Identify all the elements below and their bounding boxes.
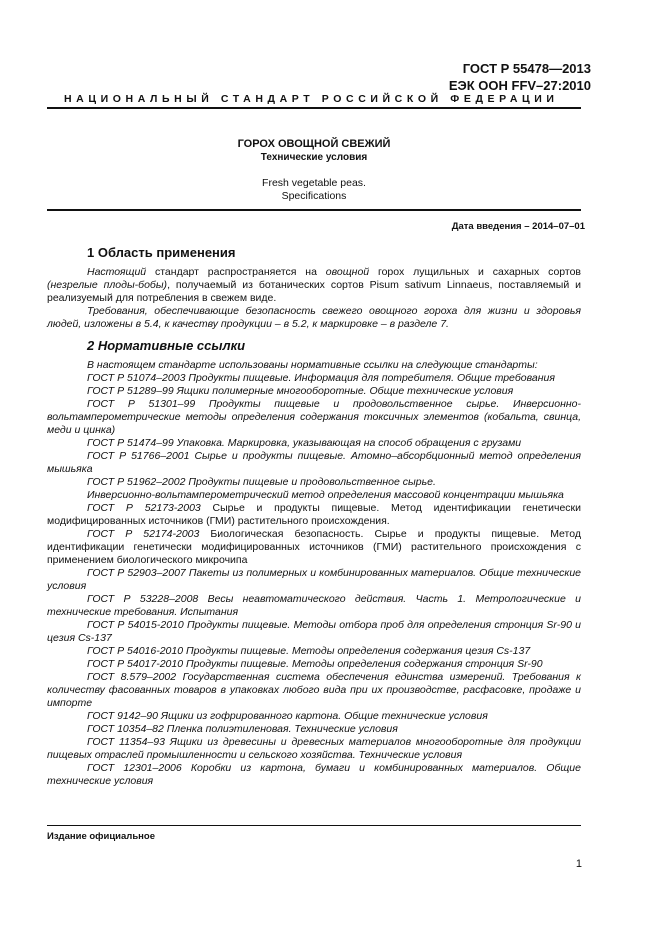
reference-item: ГОСТ Р 51962–2002 Продукты пищевые и продовольственное сырье.: [87, 476, 436, 488]
header-rule: [47, 107, 581, 109]
reference-item: ГОСТ Р 51289–99 Ящики полимерные многооборотные. Общие технические условия: [87, 385, 514, 397]
title-rule: [47, 209, 581, 211]
scope-text-e: (незрелые плоды-бобы): [47, 279, 168, 291]
section-1-heading: 1 Область применения: [87, 245, 236, 260]
scope-paragraph: [47, 266, 581, 305]
title-en: Fresh vegetable peas.: [262, 177, 366, 189]
national-standard-banner: НАЦИОНАЛЬНЫЙ СТАНДАРТ РОССИЙСКОЙ ФЕДЕРАЦИИ: [64, 93, 559, 105]
section-2-heading: 2 Нормативные ссылки: [87, 338, 246, 353]
reference-item: ГОСТ 12301–2006 Коробки из картона, бумаги и комбинированных материалов. Общие технические условия: [47, 762, 581, 787]
reference-item: ГОСТ 10354–82 Пленка полиэтиленовая. Технические условия: [87, 723, 398, 735]
reference-item: ГОСТ 11354–93 Ящики из древесины и древесных материалов многооборотные для продукции пищевых отраслей промышленности и сельского хозяйства. Технические условия: [47, 736, 581, 761]
reference-item: ГОСТ Р 51766–2001 Сырье и продукты пищевые. Атомно–абсорбционный метод определения мышьяка: [47, 450, 581, 475]
normative-references-list: [47, 359, 581, 788]
reference-item: ГОСТ Р 54017-2010 Продукты пищевые. Методы определения содержания стронция Sr-90: [87, 658, 543, 670]
reference-code: ГОСТ Р 52174-2003: [87, 528, 200, 540]
reference-title: Сырье и продукты пищевые. Метод идентификации генетически модифицированных источников (ГМИ) растительного происхождения.: [47, 502, 581, 527]
reference-item: Инверсионно-вольтамперометрический метод определения массовой концентрации мышьяка: [87, 489, 564, 501]
section-1-body: [47, 266, 581, 331]
subtitle-en: Specifications: [281, 190, 347, 202]
intro-date: Дата введения – 2014–07–01: [451, 221, 585, 232]
reference-item: ГОСТ Р 51074–2003 Продукты пищевые. Информация для потребителя. Общие требования: [87, 372, 555, 384]
reference-item: [47, 502, 581, 528]
reference-item: ГОСТ 9142–90 Ящики из гофрированного картона. Общие технические условия: [87, 710, 488, 722]
reference-item: ГОСТ Р 54016-2010 Продукты пищевые. Методы определения содержания цезия Cs-137: [87, 645, 531, 657]
subtitle-ru: Технические условия: [260, 152, 368, 163]
reference-item: ГОСТ Р 52903–2007 Пакеты из полимерных и комбинированных материалов. Общие технические условия: [47, 567, 581, 592]
title-ru: ГОРОХ ОВОЩНОЙ СВЕЖИЙ: [237, 138, 391, 150]
footer-rule: [47, 825, 581, 826]
reference-item: ГОСТ Р 54015-2010 Продукты пищевые. Методы отбора проб для определения стронция Sr-90 и цезия Cs-137: [47, 619, 581, 644]
reference-item: [47, 528, 581, 567]
reference-item: ГОСТ Р 51474–99 Упаковка. Маркировка, указывающая на способ обращения с грузами: [87, 437, 522, 449]
scope-text-a: Настоящий: [87, 266, 147, 278]
scope-text-b: стандарт распространяется на: [146, 266, 326, 278]
standard-code: ГОСТ Р 55478—2013: [462, 61, 591, 76]
reference-item: ГОСТ Р 51301–99 Продукты пищевые и продовольственное сырье. Инверсионно-вольтамперометрические методы определения содержания токсичных элементов (кобальта, свинца, меди и цинка): [47, 398, 581, 436]
reference-item: ГОСТ 8.579–2002 Государственная система обеспечения единства измерений. Требования к количеству фасованных товаров в упаковках любого вида при их производстве, расфасовке, продаже и импорте: [47, 671, 581, 709]
reference-item: ГОСТ Р 53228–2008 Весы неавтоматического действия. Часть 1. Метрологические и технические требования. Испытания: [47, 593, 581, 618]
requirements-paragraph: Требования, обеспечивающие безопасность свежего овощного гороха для жизни и здоровья людей, изложены в 5.4, к качеству продукции – в 5.2, к маркировке – в разделе 7.: [47, 305, 581, 330]
reference-code: ГОСТ Р 52173-2003: [87, 502, 201, 514]
reference-title: Биологическая безопасность. Сырье и продукты пищевые. Метод идентификации генетически модифицированных источников (ГМИ) растительного происхождения с применением биологического микрочипа: [47, 528, 581, 566]
scope-text-c: овощной: [325, 266, 370, 278]
scope-text-f: , получаемый из ботанических сортов Pisum sativum Linnaeus, поставляемый и реализуемый для потребления в свежем виде.: [47, 279, 581, 304]
reference-item: В настоящем стандарте использованы нормативные ссылки на следующие стандарты:: [87, 359, 538, 371]
page-number: 1: [575, 858, 582, 870]
edition-note: Издание официальное: [47, 831, 155, 842]
standard-code-unece: ЕЭК ООН FFV–27:2010: [448, 78, 591, 93]
scope-text-d: горох лущильных и сахарных сортов: [369, 266, 582, 278]
